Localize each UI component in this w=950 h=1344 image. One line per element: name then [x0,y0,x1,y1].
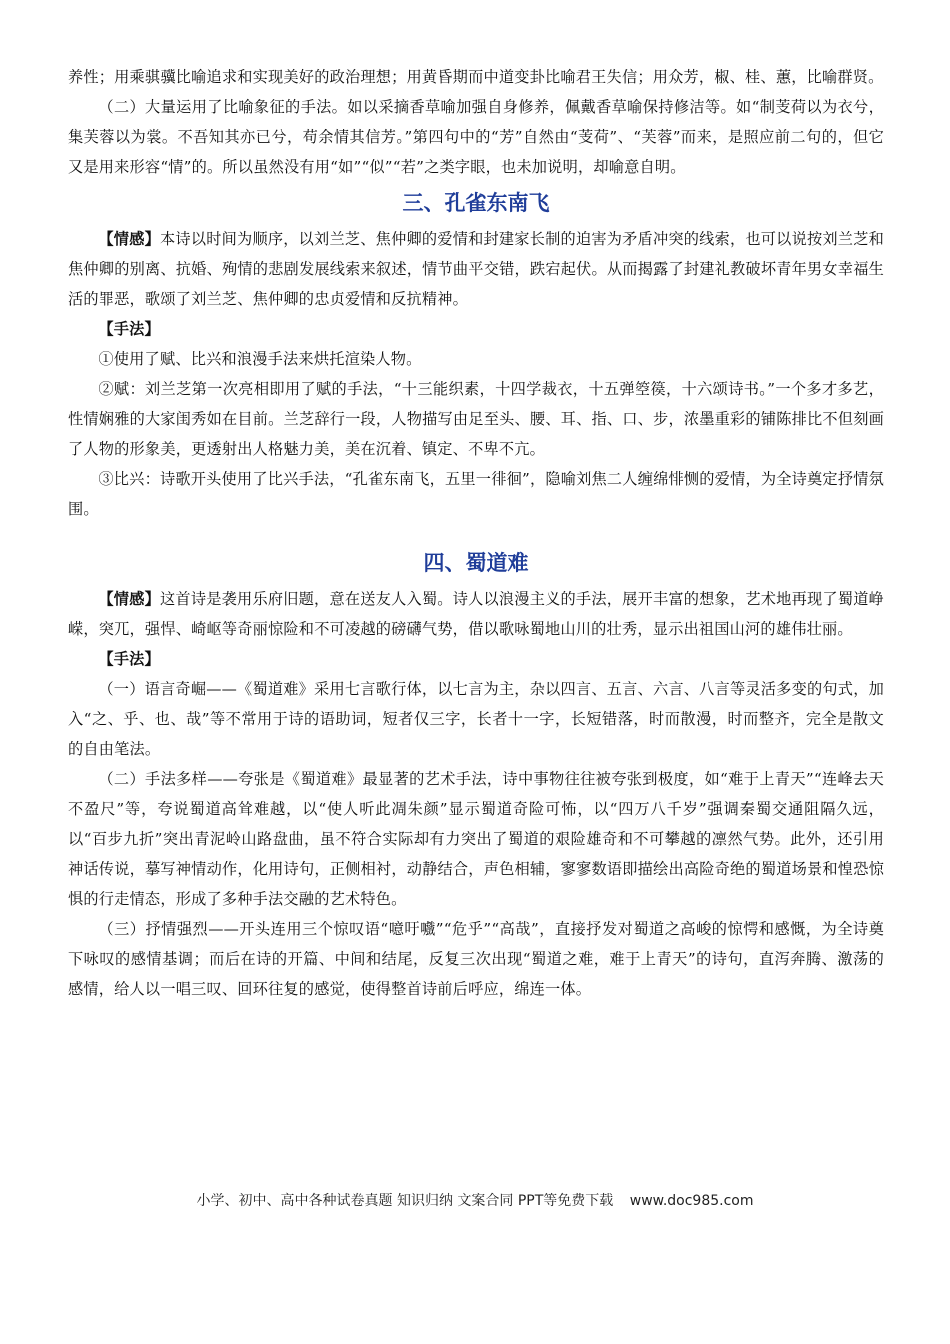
section-3-emotion [68,224,884,314]
footer-link[interactable]: www.doc985.com [629,1193,754,1209]
section-3-method-3: ③比兴：诗歌开头使用了比兴手法，“孔雀东南飞，五里一徘徊”，隐喻刘焦二人缠绵悱恻的爱情，为全诗奠定抒情氛围。 [68,470,884,518]
emotion-label: 【情感】 [98,230,161,248]
emotion-label: 【情感】 [98,590,161,608]
section-4-method-2: （二）手法多样——夸张是《蜀道难》最显著的艺术手法，诗中事物往往被夸张到极度，如“难于上青天”“连峰去天不盈尺”等，夸说蜀道高耸难越，以“使人听此凋朱颜”显示蜀道奇险可怖，以“四万八千岁”强调秦蜀交通阻隔久远，以“百步九折”突出青泥岭山路盘曲，虽不符合实际却有力突出了蜀道的艰险雄奇和不可攀越的凛然气势。此外，还引用神话传说，摹写神情动作，化用诗句，正侧相衬，动静结合，声色相辅，寥寥数语即描绘出高险奇绝的蜀道场景和惶恐惊惧的行走情态，形成了多种手法交融的艺术特色。 [68,770,884,908]
section-3-method-2: ②赋：刘兰芝第一次亮相即用了赋的手法，“十三能织素，十四学裁衣，十五弹箜篌，十六颂诗书。”一个多才多艺，性情娴雅的大家闺秀如在目前。兰芝辞行一段，人物描写由足至头、腰、耳、指、口、步，浓墨重彩的铺陈排比不但刻画了人物的形象美，更透射出人格魅力美，美在沉着、镇定、不卑不亢。 [68,380,884,458]
section-4-method-3: （三）抒情强烈——开头连用三个惊叹语“噫吁嚱”“危乎”“高哉”，直接抒发对蜀道之高峻的惊愕和感慨，为全诗奠下咏叹的感情基调；而后在诗的开篇、中间和结尾，反复三次出现“蜀道之难，难于上青天”的诗句，直泻奔腾、激荡的感情，给人以一唱三叹、回环往复的感觉，使得整首诗前后呼应，绵连一体。 [68,920,884,998]
emotion-text: 这首诗是袭用乐府旧题，意在送友人入蜀。诗人以浪漫主义的手法，展开丰富的想象，艺术地再现了蜀道峥嵘，突兀，强悍、崎岖等奇丽惊险和不可凌越的磅礴气势，借以歌咏蜀地山川的壮秀，显示出祖国山河的雄伟壮丽。 [68,590,884,638]
intro-paragraph-1: 养性；用乘骐骥比喻追求和实现美好的政治理想；用黄昏期而中道变卦比喻君王失信；用众芳，椒、桂、蕙，比喻群贤。 [68,68,884,86]
section-3-method-1: ①使用了赋、比兴和浪漫手法来烘托渲染人物。 [98,350,422,368]
section-3-method-label: 【手法】 [98,320,160,338]
section-4-emotion [68,584,884,644]
footer-text: 小学、初中、高中各种试卷真题 知识归纳 文案合同 PPT等免费下载 [196,1193,614,1209]
document-body [68,62,884,1004]
section-4-title: 四、蜀道难 [423,551,529,575]
emotion-text: 本诗以时间为顺序，以刘兰芝、焦仲卿的爱情和封建家长制的迫害为矛盾冲突的线索，也可以说按刘兰芝和焦仲卿的别离、抗婚、殉情的悲剧发展线索来叙述，情节曲平交错，跌宕起伏。从而揭露了封建礼教破坏青年男女幸福生活的罪恶，歌颂了刘兰芝、焦仲卿的忠贞爱情和反抗精神。 [68,230,884,308]
section-4-method-1: （一）语言奇崛——《蜀道难》采用七言歌行体，以七言为主，杂以四言、五言、六言、八言等灵活多变的句式，加入“之、乎、也、哉”等不常用于诗的语助词，短者仅三字，长者十一字，长短错落，时而散漫，时而整齐，完全是散文的自由笔法。 [68,680,884,758]
section-4-method-label: 【手法】 [98,650,160,668]
page-footer [0,1190,950,1210]
intro-paragraph-2: （二）大量运用了比喻象征的手法。如以采摘香草喻加强自身修养，佩戴香草喻保持修洁等。如“制芰荷以为衣兮，集芙蓉以为裳。不吾知其亦已兮，苟余情其信芳。”第四句中的“芳”自然由“芰荷”、“芙蓉”而来，是照应前二句的，但它又是用来形容“情”的。所以虽然没有用“如”“似”“若”之类字眼，也未加说明，却喻意自明。 [68,98,884,176]
section-3-title: 三、孔雀东南飞 [402,191,550,215]
